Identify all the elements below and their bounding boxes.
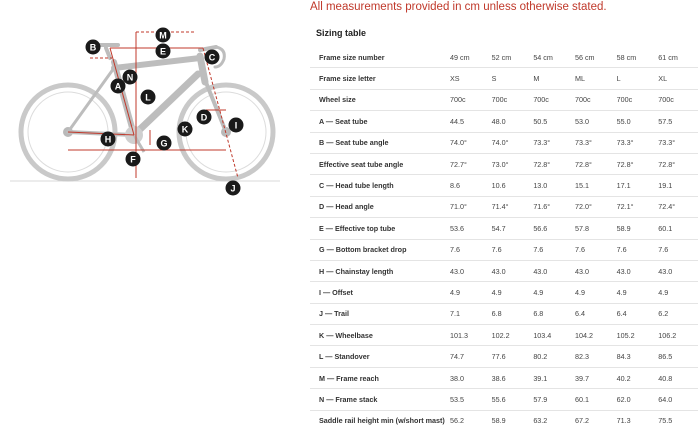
- table-cell: 71.0°: [448, 196, 490, 217]
- table-cell: 67.2: [573, 410, 615, 431]
- table-row: [310, 325, 698, 346]
- diagram-marker-k: [178, 122, 193, 137]
- table-cell: 72.7°: [448, 153, 490, 174]
- table-cell: 39.7: [573, 367, 615, 388]
- table-cell: 700c: [615, 89, 657, 110]
- table-cell: 54.7: [490, 218, 532, 239]
- table-cell: 7.6: [573, 239, 615, 260]
- table-cell: 64.0: [656, 389, 698, 410]
- table-row: [310, 260, 698, 281]
- table-cell: 73.3°: [615, 132, 657, 153]
- table-row: [310, 389, 698, 410]
- table-cell: 75.5: [656, 410, 698, 431]
- row-label: C — Head tube length: [310, 175, 448, 196]
- svg-text:I: I: [234, 120, 238, 131]
- table-cell: 55.0: [615, 111, 657, 132]
- svg-text:K: K: [181, 124, 189, 135]
- svg-text:B: B: [89, 42, 97, 53]
- table-cell: 74.0°: [490, 132, 532, 153]
- table-cell: 102.2: [490, 325, 532, 346]
- table-cell: 80.2: [531, 346, 573, 367]
- table-cell: 7.6: [490, 239, 532, 260]
- measurement-notice: All measurements provided in cm unless otherwise stated.: [310, 1, 607, 13]
- table-cell: 77.6: [490, 346, 532, 367]
- table-cell: 74.0°: [448, 132, 490, 153]
- row-label: K — Wheelbase: [310, 325, 448, 346]
- table-cell: ML: [573, 68, 615, 89]
- table-row: [310, 367, 698, 388]
- table-cell: 54 cm: [533, 52, 553, 62]
- table-cell: 72.8°: [615, 153, 657, 174]
- row-label: N — Frame stack: [310, 389, 448, 410]
- diagram-marker-h: [101, 132, 116, 147]
- row-label: I — Offset: [310, 282, 448, 303]
- row-label: L — Standover: [310, 346, 448, 367]
- table-row: [310, 68, 698, 89]
- table-cell: 73.3°: [656, 132, 698, 153]
- table-cell: 52 cm: [491, 52, 512, 62]
- table-row: [310, 175, 698, 196]
- table-cell: 106.2: [656, 325, 698, 346]
- row-label: E — Effective top tube: [310, 218, 448, 239]
- svg-text:A: A: [114, 81, 122, 92]
- table-cell: XL: [656, 68, 698, 89]
- table-cell: 58.9: [490, 410, 532, 431]
- table-cell: 43.0: [490, 260, 532, 281]
- diagram-marker-n: [123, 70, 138, 85]
- row-label: Saddle rail height min (w/short mast): [310, 410, 448, 431]
- row-label: B — Seat tube angle: [310, 132, 448, 153]
- table-cell: 7.1: [448, 303, 490, 324]
- table-cell: 73.3°: [531, 132, 573, 153]
- table-cell: 19.1: [656, 175, 698, 196]
- svg-text:G: G: [160, 138, 168, 149]
- table-cell: 43.0: [448, 260, 490, 281]
- table-cell: 4.9: [656, 282, 698, 303]
- crankset: [125, 126, 144, 152]
- table-cell: 61 cm: [658, 52, 678, 62]
- table-cell: S: [490, 68, 532, 89]
- table-cell: 60.1: [573, 389, 615, 410]
- diagram-marker-j: [226, 181, 241, 196]
- table-cell: 10.6: [490, 175, 532, 196]
- svg-text:D: D: [200, 112, 208, 123]
- svg-text:N: N: [126, 72, 134, 83]
- table-cell: 6.4: [615, 303, 657, 324]
- table-cell: 62.0: [615, 389, 657, 410]
- diagram-marker-e: [156, 44, 171, 59]
- table-cell: 48.0: [490, 111, 532, 132]
- table-cell: 4.9: [573, 282, 615, 303]
- table-cell: 72.8°: [656, 153, 698, 174]
- row-label: Effective seat tube angle: [310, 153, 448, 174]
- table-cell: 6.8: [531, 303, 573, 324]
- table-cell: 71.4°: [490, 196, 532, 217]
- table-cell: 63.2: [531, 410, 573, 431]
- table-cell: 6.2: [656, 303, 698, 324]
- table-cell: 72.0°: [573, 196, 615, 217]
- table-cell: 4.9: [490, 282, 532, 303]
- table-row: [310, 47, 698, 68]
- table-cell: 58.9: [615, 218, 657, 239]
- sizing-table-title: Sizing table: [316, 28, 367, 38]
- table-row: [310, 132, 698, 153]
- svg-text:F: F: [130, 154, 136, 165]
- table-cell: 57.9: [531, 389, 573, 410]
- bike-geometry-diagram: [0, 0, 300, 200]
- diagram-marker-m: [156, 28, 171, 43]
- table-cell: L: [615, 68, 657, 89]
- table-row: [310, 111, 698, 132]
- table-cell: 72.4°: [656, 196, 698, 217]
- table-row: [310, 303, 698, 324]
- table-cell: 53.0: [573, 111, 615, 132]
- diagram-marker-l: [141, 90, 156, 105]
- table-cell: 43.0: [656, 260, 698, 281]
- table-cell: 56.6: [531, 218, 573, 239]
- table-cell: 38.6: [490, 367, 532, 388]
- svg-text:C: C: [208, 52, 216, 63]
- table-cell: 40.8: [656, 367, 698, 388]
- table-cell: 50.5: [531, 111, 573, 132]
- table-cell: 55.6: [490, 389, 532, 410]
- table-cell: 700c: [656, 89, 698, 110]
- table-cell: 17.1: [615, 175, 657, 196]
- table-cell: 4.9: [615, 282, 657, 303]
- table-cell: 72.8°: [573, 153, 615, 174]
- table-cell: 7.6: [656, 239, 698, 260]
- table-cell: 43.0: [531, 260, 573, 281]
- diagram-marker-g: [157, 136, 172, 151]
- row-label: J — Trail: [310, 303, 448, 324]
- table-cell: 700c: [448, 89, 490, 110]
- table-cell: 15.1: [573, 175, 615, 196]
- table-cell: 6.4: [573, 303, 615, 324]
- table-cell: 700c: [531, 89, 573, 110]
- table-cell: 60.1: [656, 218, 698, 239]
- svg-text:E: E: [159, 46, 167, 57]
- table-cell: 57.5: [656, 111, 698, 132]
- table-cell: 57.8: [573, 218, 615, 239]
- table-row: [310, 196, 698, 217]
- table-cell: 82.3: [573, 346, 615, 367]
- table-cell: 56.2: [448, 410, 490, 431]
- table-cell: 700c: [573, 89, 615, 110]
- table-cell: 8.6: [448, 175, 490, 196]
- row-label: G — Bottom bracket drop: [310, 239, 448, 260]
- row-label: M — Frame reach: [310, 367, 448, 388]
- table-cell: 43.0: [573, 260, 615, 281]
- table-cell: 4.9: [531, 282, 573, 303]
- table-cell: 7.6: [448, 239, 490, 260]
- diagram-marker-d: [197, 110, 212, 125]
- table-cell: 101.3: [448, 325, 490, 346]
- table-row: [310, 282, 698, 303]
- table-cell: 58 cm: [616, 52, 637, 62]
- row-label: H — Chainstay length: [310, 260, 448, 281]
- table-cell: 73.3°: [573, 132, 615, 153]
- table-cell: 700c: [490, 89, 532, 110]
- table-cell: 7.6: [615, 239, 657, 260]
- svg-text:L: L: [145, 92, 151, 103]
- table-cell: 74.7: [448, 346, 490, 367]
- diagram-marker-f: [126, 152, 141, 167]
- svg-text:H: H: [104, 134, 112, 145]
- table-row: [310, 239, 698, 260]
- svg-text:M: M: [159, 30, 167, 41]
- row-label: Frame size number: [319, 52, 385, 62]
- table-cell: XS: [448, 68, 490, 89]
- diagram-marker-a: [111, 79, 126, 94]
- table-cell: 53.6: [448, 218, 490, 239]
- table-row: [310, 153, 698, 174]
- table-cell: 43.0: [615, 260, 657, 281]
- table-cell: 39.1: [531, 367, 573, 388]
- table-cell: 86.5: [656, 346, 698, 367]
- table-row: [310, 346, 698, 367]
- diagram-marker-i: [229, 118, 244, 133]
- row-label: A — Seat tube: [310, 111, 448, 132]
- table-cell: 49 cm: [450, 52, 470, 62]
- table-cell: 104.2: [573, 325, 615, 346]
- table-cell: 44.5: [448, 111, 490, 132]
- table-cell: 6.8: [490, 303, 532, 324]
- sizing-table: [310, 47, 698, 431]
- table-cell: 84.3: [615, 346, 657, 367]
- table-cell: 38.0: [448, 367, 490, 388]
- table-row: [310, 89, 698, 110]
- table-cell: 103.4: [531, 325, 573, 346]
- table-cell: 4.9: [448, 282, 490, 303]
- table-cell: 40.2: [615, 367, 657, 388]
- table-row: [310, 410, 698, 431]
- svg-text:J: J: [230, 183, 236, 194]
- table-cell: 71.3: [615, 410, 657, 431]
- table-cell: 72.1°: [615, 196, 657, 217]
- diagram-marker-c: [205, 50, 220, 65]
- table-cell: M: [531, 68, 573, 89]
- table-cell: 53.5: [448, 389, 490, 410]
- row-label: D — Head angle: [310, 196, 448, 217]
- table-cell: 13.0: [531, 175, 573, 196]
- table-cell: 105.2: [615, 325, 657, 346]
- table-row: [310, 218, 698, 239]
- table-cell: 7.6: [531, 239, 573, 260]
- diagram-marker-b: [86, 40, 101, 55]
- row-label: Frame size letter: [310, 68, 448, 89]
- row-label: Wheel size: [310, 89, 448, 110]
- table-cell: 73.0°: [490, 153, 532, 174]
- table-cell: 72.8°: [531, 153, 573, 174]
- table-cell: 71.6°: [531, 196, 573, 217]
- table-cell: 56 cm: [574, 52, 595, 62]
